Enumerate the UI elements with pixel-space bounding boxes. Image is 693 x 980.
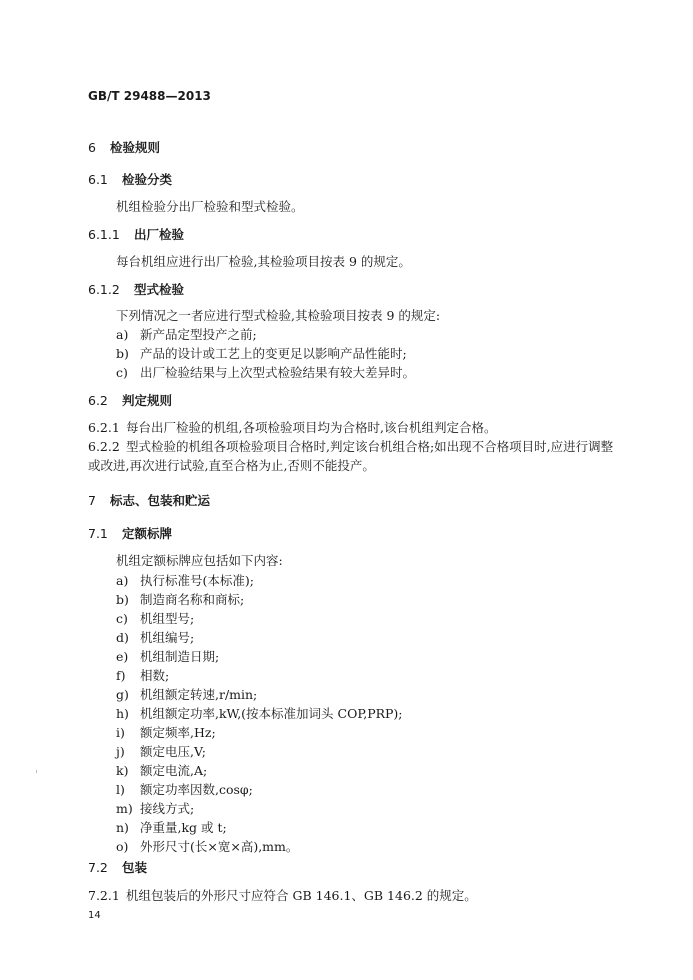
section-6-1-heading bbox=[88, 172, 172, 188]
section-title: 检验规则 bbox=[110, 140, 161, 155]
list-text: 产品的设计或工艺上的变更足以影响产品性能时; bbox=[140, 346, 407, 361]
list-text: 机组型号; bbox=[140, 611, 195, 626]
section-number: 6.1.1 bbox=[88, 227, 120, 242]
section-number: 6.2 bbox=[88, 393, 108, 408]
list-text: 新产品定型投产之前; bbox=[140, 327, 257, 342]
section-title: 型式检验 bbox=[134, 282, 185, 297]
section-number: 7.1 bbox=[88, 526, 108, 541]
list-item bbox=[116, 706, 403, 722]
list-item bbox=[116, 820, 227, 836]
list-label: e) bbox=[116, 649, 129, 664]
clause-continuation: 或改进,再次进行试验,直至合格为止,否则不能投产。 bbox=[88, 458, 375, 473]
section-number: 6.1.2 bbox=[88, 282, 120, 297]
list-item bbox=[116, 365, 415, 381]
section-7-heading bbox=[88, 493, 210, 509]
section-title: 包装 bbox=[122, 860, 148, 875]
list-item bbox=[116, 725, 216, 741]
paragraph: 下列情况之一者应进行型式检验,其检验项目按表 9 的规定: bbox=[116, 308, 441, 323]
list-item bbox=[116, 668, 169, 684]
clause-number: 7.2.1 bbox=[88, 888, 120, 903]
list-item bbox=[116, 782, 253, 798]
section-title: 检验分类 bbox=[122, 172, 173, 187]
section-number: 6 bbox=[88, 140, 96, 155]
list-text: 额定功率因数,cosφ; bbox=[140, 782, 253, 797]
list-text: 机组编号; bbox=[140, 630, 195, 645]
list-text: 外形尺寸(长×宽×高),mm。 bbox=[140, 839, 299, 854]
section-title: 定额标牌 bbox=[122, 526, 173, 541]
list-label: m) bbox=[116, 801, 133, 816]
list-label: f) bbox=[116, 668, 126, 683]
section-7-2-heading bbox=[88, 860, 147, 876]
list-text: 机组额定功率,kW,(按本标准加词头 COP,PRP); bbox=[140, 706, 403, 721]
section-6-1-1-heading bbox=[88, 227, 184, 243]
list-item bbox=[116, 744, 206, 760]
section-7-1-heading bbox=[88, 526, 172, 542]
clause-text: 每台出厂检验的机组,各项检验项目均为合格时,该台机组判定合格。 bbox=[126, 420, 497, 435]
list-label: n) bbox=[116, 820, 129, 835]
list-text: 制造商名称和商标; bbox=[140, 592, 245, 607]
list-item bbox=[116, 763, 207, 779]
list-label: o) bbox=[116, 839, 129, 854]
clause-number: 6.2.1 bbox=[88, 420, 120, 435]
list-text: 额定频率,Hz; bbox=[140, 725, 216, 740]
list-text: 机组额定转速,r/min; bbox=[140, 687, 258, 702]
section-number: 7.2 bbox=[88, 860, 108, 875]
section-number: 7 bbox=[88, 493, 96, 508]
list-item bbox=[116, 346, 407, 362]
section-title: 判定规则 bbox=[122, 393, 173, 408]
list-text: 额定电压,V; bbox=[140, 744, 206, 759]
clause-6-2-2 bbox=[88, 439, 613, 455]
list-item bbox=[116, 839, 298, 855]
clause-text: 型式检验的机组各项检验项目合格时,判定该台机组合格;如出现不合格项目时,应进行调整 bbox=[126, 439, 614, 454]
paragraph: 机组定额标牌应包括如下内容: bbox=[116, 553, 283, 568]
list-label: c) bbox=[116, 365, 128, 380]
list-text: 出厂检验结果与上次型式检验结果有较大差异时。 bbox=[140, 365, 416, 380]
list-text: 额定电流,A; bbox=[140, 763, 208, 778]
list-text: 相数; bbox=[140, 668, 170, 683]
list-item bbox=[116, 573, 254, 589]
list-label: d) bbox=[116, 630, 129, 645]
paragraph: 每台机组应进行出厂检验,其检验项目按表 9 的规定。 bbox=[116, 254, 411, 269]
list-item bbox=[116, 649, 219, 665]
list-label: a) bbox=[116, 573, 129, 588]
list-item bbox=[116, 327, 257, 343]
list-label: i) bbox=[116, 725, 125, 740]
clause-text: 机组包装后的外形尺寸应符合 GB 146.1、GB 146.2 的规定。 bbox=[126, 888, 477, 903]
standard-number: GB/T 29488—2013 bbox=[88, 89, 211, 103]
page-number: 14 bbox=[88, 910, 101, 921]
list-item bbox=[116, 611, 194, 627]
clause-6-2-1 bbox=[88, 420, 496, 436]
list-text: 净重量,kg 或 t; bbox=[140, 820, 227, 835]
section-number: 6.1 bbox=[88, 172, 108, 187]
list-item bbox=[116, 801, 194, 817]
list-label: b) bbox=[116, 592, 129, 607]
list-text: 执行标准号(本标准); bbox=[140, 573, 254, 588]
list-label: j) bbox=[116, 744, 125, 759]
list-label: l) bbox=[116, 782, 125, 797]
list-label: a) bbox=[116, 327, 129, 342]
section-6-1-2-heading bbox=[88, 282, 184, 298]
list-label: h) bbox=[116, 706, 129, 721]
list-text: 接线方式; bbox=[140, 801, 195, 816]
list-label: k) bbox=[116, 763, 129, 778]
list-text: 机组制造日期; bbox=[140, 649, 220, 664]
clause-number: 6.2.2 bbox=[88, 439, 120, 454]
section-title: 出厂检验 bbox=[134, 227, 185, 242]
section-6-heading bbox=[88, 140, 160, 156]
section-6-2-heading bbox=[88, 393, 172, 409]
paragraph: 机组检验分出厂检验和型式检验。 bbox=[116, 199, 304, 214]
list-label: c) bbox=[116, 611, 128, 626]
list-item bbox=[116, 687, 257, 703]
list-item bbox=[116, 592, 244, 608]
list-label: g) bbox=[116, 687, 129, 702]
clause-7-2-1 bbox=[88, 888, 477, 904]
scan-mark bbox=[36, 770, 37, 773]
list-item bbox=[116, 630, 194, 646]
list-label: b) bbox=[116, 346, 129, 361]
section-title: 标志、包装和贮运 bbox=[110, 493, 211, 508]
